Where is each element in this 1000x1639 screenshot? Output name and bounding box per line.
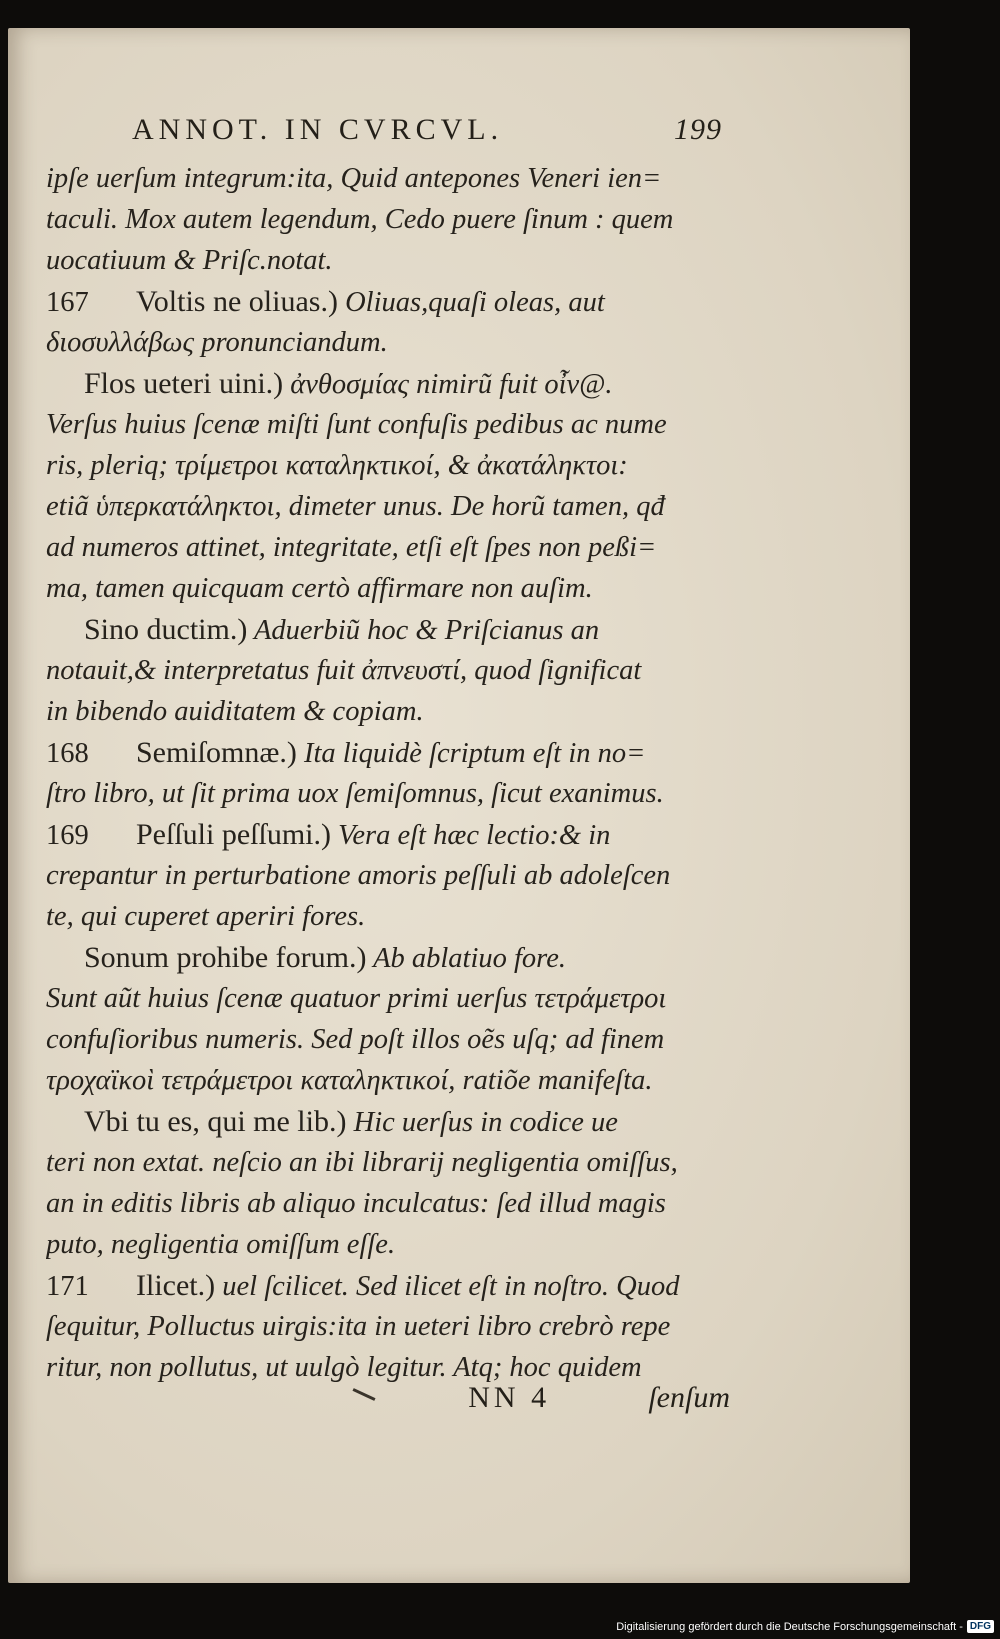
lemma: Voltis ne oliuas.) (136, 285, 338, 318)
text-line (46, 773, 731, 814)
line-text: Hic uerſus in codice ue (346, 1107, 618, 1138)
text-line (46, 691, 731, 732)
text-line (46, 445, 731, 486)
line-text: ἀνθοσμίας nimirũ fuit οἶν@. (283, 369, 613, 400)
line-text: ma, tamen quicquam certò affirmare non auſim. (46, 573, 593, 604)
lemma: Flos ueteri uini.) (84, 367, 284, 400)
text-line (46, 199, 731, 240)
footer-credit: Digitalisierung gefördert durch die Deutsche Forschungsgemeinschaft - (616, 1620, 963, 1633)
line-text: confuſioribus numeris. Sed poſt illos oẽs uſq; ad finem (46, 1024, 665, 1055)
text-line (46, 240, 731, 281)
line-text: teri non extat. neſcio an ibi librarij negligentia omiſſus, (46, 1147, 678, 1178)
text-line (46, 814, 731, 855)
dfg-logo: DFG (967, 1620, 994, 1633)
line-text: Vera eſt hæc lectio:& in (331, 820, 611, 851)
line-number: 168 (46, 738, 89, 769)
running-title: ANNOT. IN CVRCVL. (132, 113, 504, 146)
lemma: Sino ductim.) (84, 613, 248, 646)
line-text: ris, pleriq; τρίμετροι καταληκτικοί, & ἀκατάληκτοι: (46, 450, 628, 481)
text-line (46, 486, 731, 527)
line-number: 169 (46, 820, 89, 851)
text-line (46, 1060, 731, 1101)
line-text: Sunt aũt huius ſcenæ quatuor primi uerſus τετράμετροι (46, 983, 667, 1014)
text-line (46, 855, 731, 896)
lemma: Semiſomnæ.) (136, 736, 297, 769)
line-text: ſtro libro, ut ſit prima uox ſemiſomnus, ſicut exanimus. (46, 778, 664, 809)
line-text: uel ſcilicet. Sed ilicet eſt in noſtro. Quod (215, 1271, 680, 1302)
text-line (46, 281, 731, 322)
text-line (46, 363, 731, 404)
line-number: 171 (46, 1271, 89, 1302)
line-text: ad numeros attinet, integritate, etſi eſt ſpes non peßi= (46, 532, 657, 563)
line-text: ritur, non pollutus, ut uulgò legitur. Atq; hoc quidem (46, 1352, 642, 1383)
text-line (46, 650, 731, 691)
text-line (46, 1019, 731, 1060)
line-number: 167 (46, 287, 89, 318)
text-line (46, 404, 731, 445)
digitization-footer (616, 1620, 994, 1633)
text-line (46, 609, 731, 650)
line-text: ipſe uerſum integrum:ita, Quid antepones Veneri ien= (46, 163, 662, 194)
catchword: ſenſum (648, 1381, 730, 1414)
line-text: taculi. Mox autem legendum, Cedo puere ſinum : quem (46, 204, 674, 235)
line-text: Oliuas,quaſi oleas, aut (337, 287, 605, 318)
page-number: 199 (674, 113, 722, 146)
text-line (46, 732, 731, 773)
signature-mark: NN 4 (468, 1381, 551, 1414)
line-text: crepantur in perturbatione amoris peſſuli ab adoleſcen (46, 860, 671, 891)
lemma: Vbi tu es, qui me lib.) (84, 1105, 347, 1138)
text-line (46, 1183, 731, 1224)
lemma: Ilicet.) (136, 1269, 216, 1302)
line-text: te, qui cuperet aperiri fores. (46, 901, 366, 932)
line-text: Aduerbiũ hoc & Priſcianus an (247, 615, 600, 646)
text-line (46, 158, 731, 199)
lemma: Sonum prohibe forum.) (84, 941, 367, 974)
line-text: διοσυλλάβως pronunciandum. (46, 327, 388, 358)
line-text: uocatiuum & Priſc.notat. (46, 245, 333, 276)
text-line (46, 937, 731, 978)
line-text: Ab ablatiuo fore. (366, 943, 566, 974)
text-line (46, 1142, 731, 1183)
line-text: Ita liquidè ſcriptum eſt in no= (296, 738, 646, 769)
text-line (46, 1101, 731, 1142)
text-line (46, 527, 731, 568)
text-line (46, 1306, 731, 1347)
annotation-text (46, 158, 731, 1388)
line-text: ſequitur, Polluctus uirgis:ita in ueteri libro crebrò repe (46, 1311, 671, 1342)
line-text: an in editis libris ab aliquo inculcatus: ſed illud magis (46, 1188, 666, 1219)
text-line (46, 322, 731, 363)
line-text: τροχαϊκοὶ τετράμετροι καταληκτικοί, ratiõe manifeſta. (46, 1065, 653, 1096)
lemma: Peſſuli peſſumi.) (136, 818, 331, 851)
text-line (46, 568, 731, 609)
line-text: notauit,& interpretatus fuit ἀπνευστί, quod ſignificat (46, 655, 642, 686)
line-text: puto, negligentia omiſſum eſſe. (46, 1229, 396, 1260)
line-text: in bibendo auiditatem & copiam. (46, 696, 424, 727)
catch-line (350, 1376, 730, 1420)
text-line (46, 978, 731, 1019)
running-header (132, 110, 722, 150)
text-line (46, 1265, 731, 1306)
text-line (46, 896, 731, 937)
line-text: Verſus huius ſcenæ miſti ſunt confuſis pedibus ac nume (46, 409, 667, 440)
line-text: etiã ὑπερκατάληκτοι, dimeter unus. De horũ tamen, qđ (46, 491, 665, 522)
text-line (46, 1224, 731, 1265)
